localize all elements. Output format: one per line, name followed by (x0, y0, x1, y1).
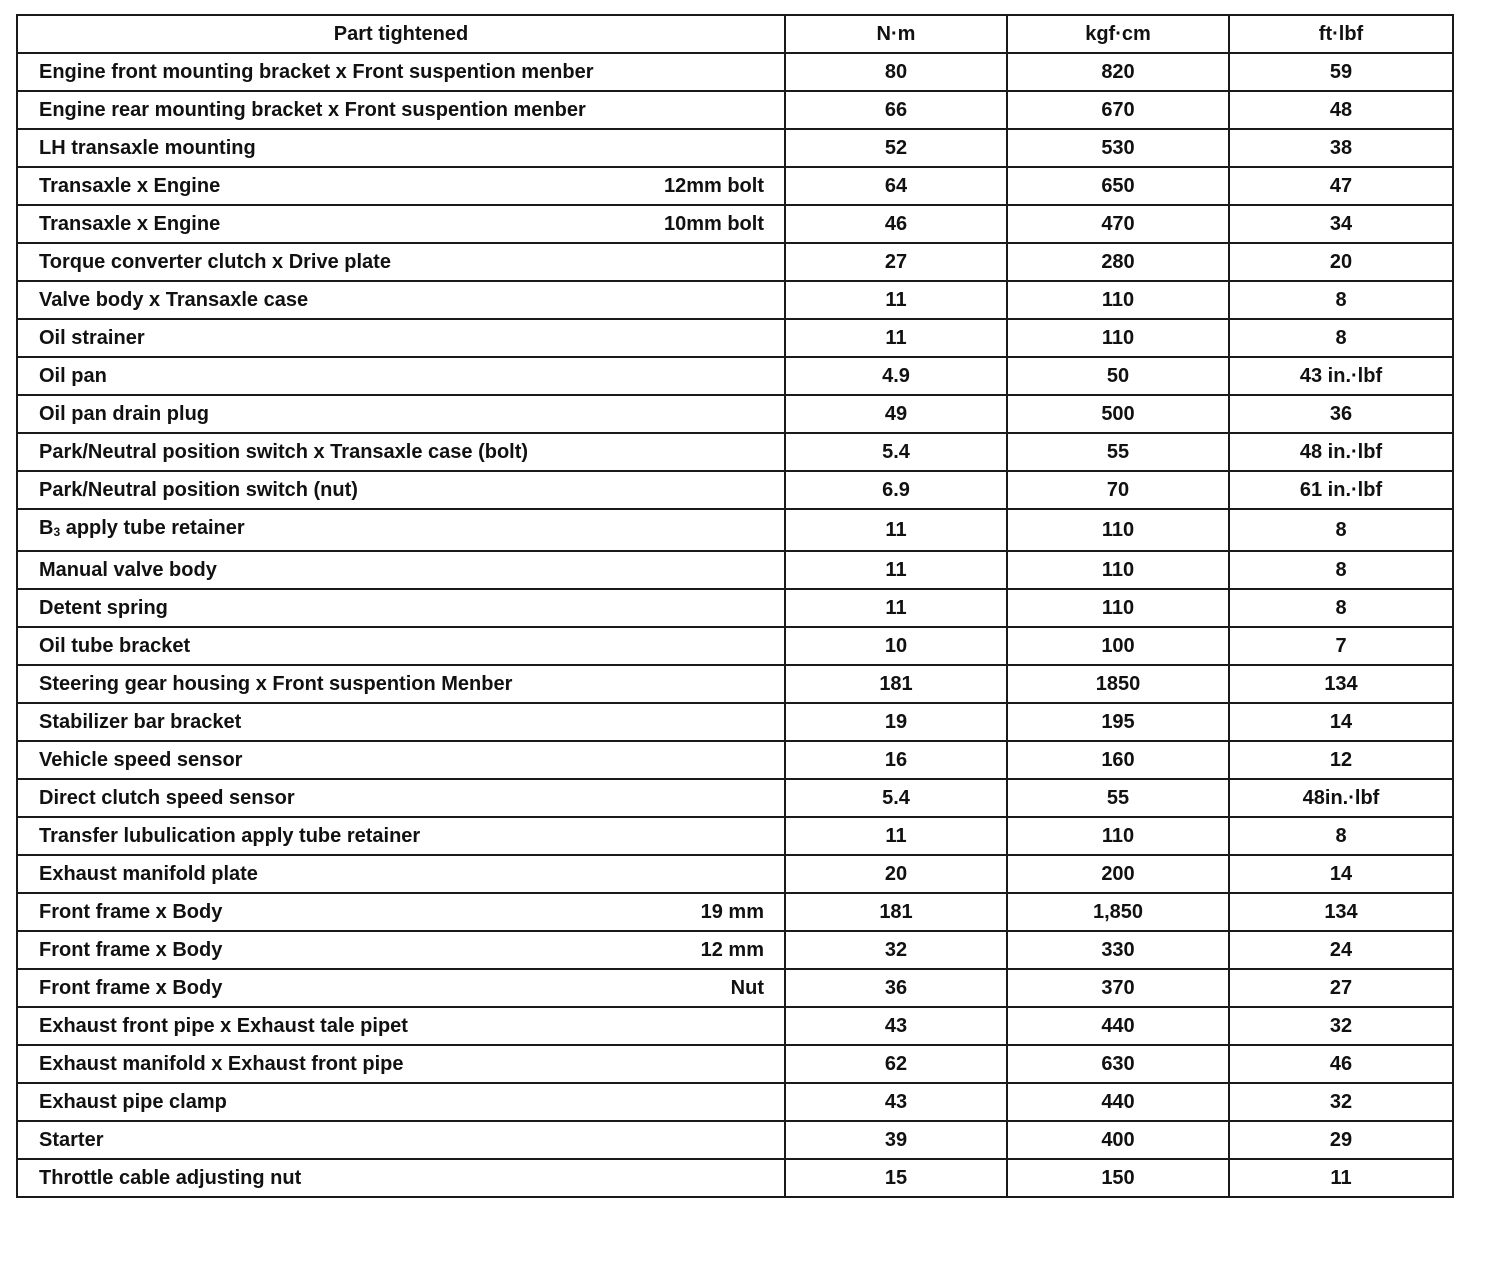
part-cell (17, 703, 785, 741)
kgfcm-value: 110 (1007, 281, 1229, 319)
part-name: Steering gear housing x Front suspention Menber (39, 673, 513, 695)
ftlbf-value: 47 (1229, 167, 1453, 205)
nm-value: 181 (785, 893, 1007, 931)
ftlbf-value: 32 (1229, 1083, 1453, 1121)
part-name: Transaxle x Engine (39, 175, 221, 197)
part-name (39, 510, 245, 550)
nm-value: 39 (785, 1121, 1007, 1159)
nm-value: 27 (785, 243, 1007, 281)
ftlbf-value: 8 (1229, 817, 1453, 855)
nm-value: 5.4 (785, 433, 1007, 471)
kgfcm-value: 650 (1007, 167, 1229, 205)
nm-value: 4.9 (785, 357, 1007, 395)
ftlbf-value: 8 (1229, 551, 1453, 589)
nm-value: 6.9 (785, 471, 1007, 509)
part-name: Detent spring (39, 597, 168, 619)
part-name: Exhaust pipe clamp (39, 1091, 227, 1113)
ftlbf-value: 11 (1229, 1159, 1453, 1197)
ftlbf-value: 46 (1229, 1045, 1453, 1083)
table-row (17, 1045, 1453, 1083)
nm-value: 16 (785, 741, 1007, 779)
nm-value: 19 (785, 703, 1007, 741)
kgfcm-value: 110 (1007, 319, 1229, 357)
ftlbf-value: 27 (1229, 969, 1453, 1007)
part-cell (17, 665, 785, 703)
part-cell (17, 855, 785, 893)
table-row (17, 931, 1453, 969)
part-cell (17, 551, 785, 589)
part-cell (17, 893, 785, 931)
part-name: Direct clutch speed sensor (39, 787, 295, 809)
table-row (17, 471, 1453, 509)
kgfcm-value: 330 (1007, 931, 1229, 969)
table-row (17, 703, 1453, 741)
ftlbf-value: 24 (1229, 931, 1453, 969)
nm-value: 66 (785, 91, 1007, 129)
part-cell (17, 1007, 785, 1045)
part-cell (17, 129, 785, 167)
kgfcm-value: 400 (1007, 1121, 1229, 1159)
kgfcm-value: 530 (1007, 129, 1229, 167)
kgfcm-value: 470 (1007, 205, 1229, 243)
part-name: Front frame x Body (39, 939, 223, 961)
table-row (17, 281, 1453, 319)
ftlbf-value: 48 (1229, 91, 1453, 129)
nm-value: 11 (785, 509, 1007, 551)
table-row (17, 319, 1453, 357)
kgfcm-value: 70 (1007, 471, 1229, 509)
nm-value: 62 (785, 1045, 1007, 1083)
ftlbf-value: 29 (1229, 1121, 1453, 1159)
kgfcm-value: 110 (1007, 589, 1229, 627)
part-name: Manual valve body (39, 559, 217, 581)
table-row (17, 53, 1453, 91)
table-row (17, 855, 1453, 893)
part-name: Park/Neutral position switch (nut) (39, 479, 358, 501)
kgfcm-value: 630 (1007, 1045, 1229, 1083)
table-row (17, 205, 1453, 243)
ftlbf-value: 48 in.·lbf (1229, 433, 1453, 471)
part-name-rest: apply tube retainer (60, 517, 245, 539)
nm-value: 5.4 (785, 779, 1007, 817)
part-name: Torque converter clutch x Drive plate (39, 251, 391, 273)
part-name: Exhaust manifold x Exhaust front pipe (39, 1053, 404, 1075)
kgfcm-value: 100 (1007, 627, 1229, 665)
nm-value: 181 (785, 665, 1007, 703)
part-cell (17, 1159, 785, 1197)
torque-specification-table (16, 14, 1454, 1198)
part-name: Engine front mounting bracket x Front suspention menber (39, 61, 594, 83)
part-spec: 10mm bolt (663, 213, 764, 235)
kgfcm-value: 160 (1007, 741, 1229, 779)
ftlbf-value: 14 (1229, 855, 1453, 893)
part-name: Oil pan (39, 365, 107, 387)
ftlbf-value: 8 (1229, 281, 1453, 319)
table-row (17, 969, 1453, 1007)
part-name: Oil tube bracket (39, 635, 191, 657)
table-row (17, 167, 1453, 205)
ftlbf-value: 20 (1229, 243, 1453, 281)
table-row (17, 893, 1453, 931)
part-cell (17, 779, 785, 817)
nm-value: 11 (785, 319, 1007, 357)
table-row (17, 129, 1453, 167)
nm-value: 11 (785, 281, 1007, 319)
kgfcm-value: 195 (1007, 703, 1229, 741)
part-cell (17, 627, 785, 665)
part-name: Exhaust manifold plate (39, 863, 258, 885)
header-nm: N·m (785, 15, 1007, 53)
part-cell (17, 1083, 785, 1121)
header-row (17, 15, 1453, 53)
header-ftlbf: ft·lbf (1229, 15, 1453, 53)
ftlbf-value: 61 in.·lbf (1229, 471, 1453, 509)
part-name: Oil strainer (39, 327, 145, 349)
part-name: Oil pan drain plug (39, 403, 209, 425)
part-name: Starter (39, 1129, 104, 1151)
part-name: Exhaust front pipe x Exhaust tale pipet (39, 1015, 408, 1037)
part-name-subscript: 3 (53, 525, 61, 539)
ftlbf-value: 59 (1229, 53, 1453, 91)
table-row (17, 1159, 1453, 1197)
table-row (17, 509, 1453, 551)
nm-value: 11 (785, 817, 1007, 855)
kgfcm-value: 110 (1007, 551, 1229, 589)
ftlbf-value: 32 (1229, 1007, 1453, 1045)
part-name: LH transaxle mounting (39, 137, 256, 159)
kgfcm-value: 670 (1007, 91, 1229, 129)
part-name: Vehicle speed sensor (39, 749, 243, 771)
part-spec: 19 mm (700, 901, 764, 923)
kgfcm-value: 280 (1007, 243, 1229, 281)
ftlbf-value: 14 (1229, 703, 1453, 741)
part-cell (17, 817, 785, 855)
table-row (17, 665, 1453, 703)
table-row (17, 357, 1453, 395)
part-name: Front frame x Body (39, 977, 223, 999)
ftlbf-value: 8 (1229, 509, 1453, 551)
part-cell (17, 931, 785, 969)
kgfcm-value: 50 (1007, 357, 1229, 395)
part-name: Transfer lubulication apply tube retainer (39, 825, 421, 847)
part-cell (17, 281, 785, 319)
nm-value: 15 (785, 1159, 1007, 1197)
part-name: Transaxle x Engine (39, 213, 221, 235)
nm-value: 36 (785, 969, 1007, 1007)
table-row (17, 243, 1453, 281)
part-name: Engine rear mounting bracket x Front suspention menber (39, 99, 586, 121)
nm-value: 46 (785, 205, 1007, 243)
part-cell (17, 243, 785, 281)
header-kgfcm: kgf·cm (1007, 15, 1229, 53)
kgfcm-value: 110 (1007, 509, 1229, 551)
table-row (17, 779, 1453, 817)
nm-value: 10 (785, 627, 1007, 665)
ftlbf-value: 8 (1229, 589, 1453, 627)
part-spec: Nut (730, 977, 764, 999)
table-row (17, 627, 1453, 665)
ftlbf-value: 43 in.·lbf (1229, 357, 1453, 395)
nm-value: 64 (785, 167, 1007, 205)
nm-value: 52 (785, 129, 1007, 167)
kgfcm-value: 370 (1007, 969, 1229, 1007)
part-cell (17, 395, 785, 433)
table-row (17, 817, 1453, 855)
part-spec: 12 mm (700, 939, 764, 961)
nm-value: 32 (785, 931, 1007, 969)
part-cell (17, 509, 785, 551)
part-cell (17, 1121, 785, 1159)
kgfcm-value: 55 (1007, 433, 1229, 471)
kgfcm-value: 150 (1007, 1159, 1229, 1197)
nm-value: 43 (785, 1007, 1007, 1045)
part-cell (17, 969, 785, 1007)
table-row (17, 741, 1453, 779)
nm-value: 11 (785, 589, 1007, 627)
nm-value: 80 (785, 53, 1007, 91)
table-body (17, 53, 1453, 1197)
part-cell (17, 357, 785, 395)
kgfcm-value: 820 (1007, 53, 1229, 91)
table-row (17, 1007, 1453, 1045)
ftlbf-value: 48in.·lbf (1229, 779, 1453, 817)
part-cell (17, 1045, 785, 1083)
ftlbf-value: 12 (1229, 741, 1453, 779)
part-cell (17, 471, 785, 509)
table-row (17, 1083, 1453, 1121)
part-cell (17, 91, 785, 129)
header-part-tightened: Part tightened (17, 15, 785, 53)
kgfcm-value: 1,850 (1007, 893, 1229, 931)
table-row (17, 91, 1453, 129)
part-cell (17, 319, 785, 357)
part-cell (17, 205, 785, 243)
kgfcm-value: 110 (1007, 817, 1229, 855)
table-row (17, 589, 1453, 627)
kgfcm-value: 440 (1007, 1083, 1229, 1121)
part-cell (17, 53, 785, 91)
part-name: Throttle cable adjusting nut (39, 1167, 302, 1189)
part-cell (17, 167, 785, 205)
ftlbf-value: 38 (1229, 129, 1453, 167)
part-name: Front frame x Body (39, 901, 223, 923)
part-name: Stabilizer bar bracket (39, 711, 242, 733)
kgfcm-value: 500 (1007, 395, 1229, 433)
kgfcm-value: 1850 (1007, 665, 1229, 703)
table-row (17, 395, 1453, 433)
ftlbf-value: 8 (1229, 319, 1453, 357)
part-name: Valve body x Transaxle case (39, 289, 309, 311)
part-cell (17, 741, 785, 779)
part-name: Park/Neutral position switch x Transaxle case (bolt) (39, 441, 529, 463)
nm-value: 43 (785, 1083, 1007, 1121)
ftlbf-value: 134 (1229, 893, 1453, 931)
nm-value: 49 (785, 395, 1007, 433)
part-spec: 12mm bolt (663, 175, 764, 197)
ftlbf-value: 7 (1229, 627, 1453, 665)
kgfcm-value: 440 (1007, 1007, 1229, 1045)
ftlbf-value: 34 (1229, 205, 1453, 243)
table-row (17, 433, 1453, 471)
table-row (17, 1121, 1453, 1159)
part-name-prefix: B (39, 517, 54, 539)
part-cell (17, 433, 785, 471)
ftlbf-value: 134 (1229, 665, 1453, 703)
part-cell (17, 589, 785, 627)
kgfcm-value: 55 (1007, 779, 1229, 817)
table-row (17, 551, 1453, 589)
kgfcm-value: 200 (1007, 855, 1229, 893)
ftlbf-value: 36 (1229, 395, 1453, 433)
nm-value: 20 (785, 855, 1007, 893)
nm-value: 11 (785, 551, 1007, 589)
